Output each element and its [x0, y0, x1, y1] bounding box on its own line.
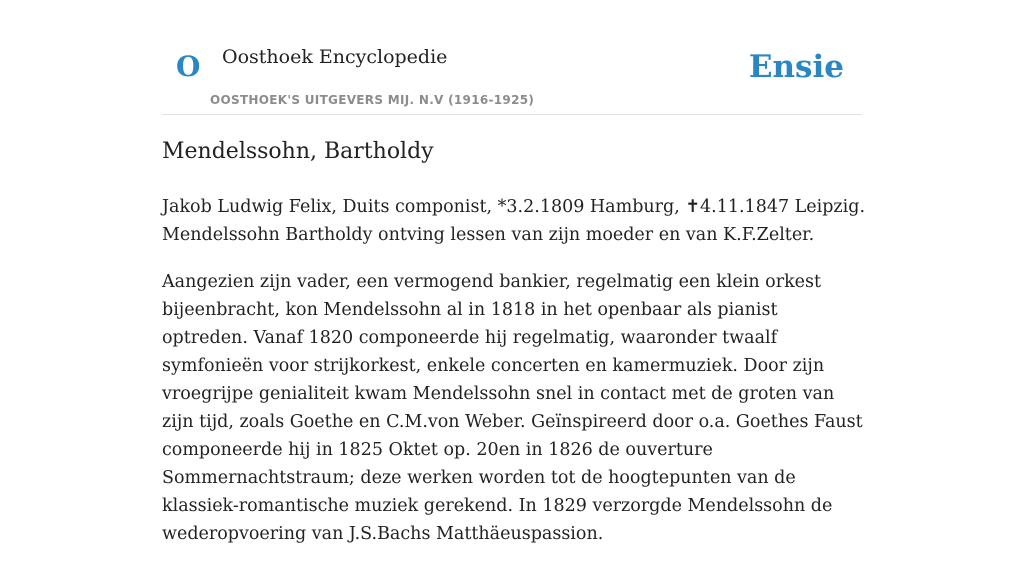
logo-icon[interactable]: O	[176, 50, 201, 83]
site-header	[162, 30, 862, 115]
ensie-logo[interactable]: Ensie	[748, 49, 844, 85]
article-paragraph-1: Jakob Ludwig Felix, Duits componist, *3.2.1809 Hamburg, ✝4.11.1847 Leipzig. Mendelssohn Bartholdy ontving lessen van zijn moeder en van K.F.Zelter.	[162, 196, 866, 245]
article-title: Mendelssohn, Bartholdy	[162, 139, 434, 164]
article	[162, 138, 866, 567]
site-title[interactable]: Oosthoek Encyclopedie	[222, 46, 448, 68]
publisher-subtitle: OOSTHOEK'S UITGEVERS MIJ. N.V (1916-1925)	[210, 93, 535, 107]
article-paragraph-2: Aangezien zijn vader, een vermogend bankier, regelmatig een klein orkest bijeenbracht, kon Mendelssohn al in 1818 in het openbaar als pianist optreden. Vanaf 1820 componeerde hij regelmatig, waaronder twaalf symfonieën voor strijkorkest, enkele concerten en kamermuziek. Door zijn vroegrijpe genialiteit kwam Mendelssohn snel in contact met de groten van zijn tijd, zoals Goethe en C.M.von Weber. Geïnspireerd door o.a. Goethes Faust componeerde hij in 1825 Oktet op. 20en in 1826 de ouverture Sommernachtstraum; deze werken worden tot de hoogtepunten van de klassiek-romantische muziek gerekend. In 1829 verzorgde Mendelssohn de wederopvoering van J.S.Bachs Matthäeuspassion.	[162, 271, 863, 544]
